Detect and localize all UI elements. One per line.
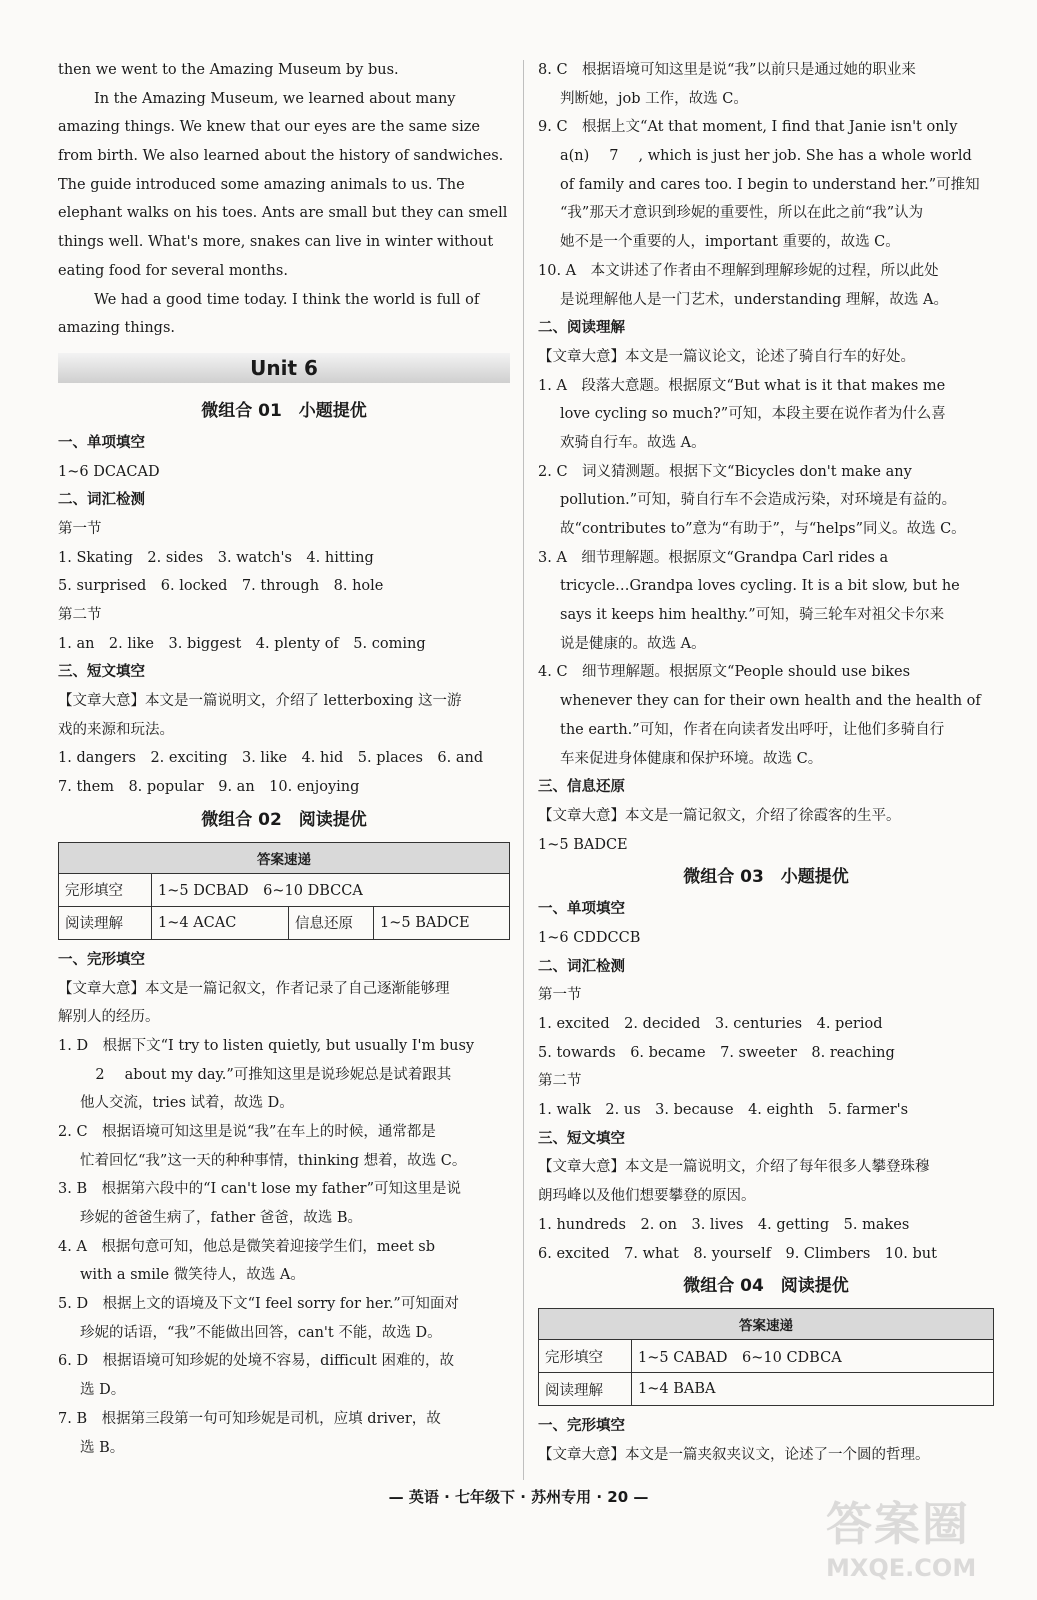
sub-section-label: 第二节 [538,1073,582,1090]
explanation-line: 欢骑自行车。故选 A。 [560,434,706,451]
explanation-line: 是说理解他人是一门艺术，understanding 理解，故选 A。 [560,291,948,308]
right-column [538,56,994,1470]
group-01-title: 微组合 01 小题提优 [201,400,367,421]
story-line: elephant walks on his toes. Ants are small but they can smell [58,205,508,222]
answer-table-header: 答案速递 [59,842,510,873]
answer-line: 5. surprised 6. locked 7. through 8. hole [58,578,384,595]
answer-line: 1. hundreds 2. on 3. lives 4. getting 5. makes [538,1216,910,1233]
explanation-line: whenever they can for their own health and the health of [560,693,981,710]
answer-line: 1. excited 2. decided 3. centuries 4. period [538,1016,883,1032]
group-03-title: 微组合 03 小题提优 [683,867,849,888]
section-heading: 二、词汇检测 [58,492,145,509]
answer-line: 6. excited 7. what 8. yourself 9. Climbers 10. but [538,1245,937,1262]
answer-line: 7. them 8. popular 9. an 10. enjoying [58,779,360,796]
summary-line: 解别人的经历。 [58,1009,160,1026]
summary-line: 朗玛峰以及他们想要攀登的原因。 [538,1188,756,1205]
story-line: amazing things. We knew that our eyes are the same size [58,119,480,136]
summary-line: 【文章大意】本文是一篇记叙文，作者记录了自己逐渐能够理 [58,980,450,997]
explanation-line: 3. A 细节理解题。根据原文“Grandpa Carl rides a [538,549,889,566]
explanation-line: 1. A 段落大意题。根据原文“But what is it that makes me [538,377,946,394]
summary-line: 戏的来源和玩法。 [58,721,174,738]
explanation-line: 10. A 本文讲述了作者由不理解到理解珍妮的过程，所以此处 [538,262,939,279]
explanation-line: 2. C 根据语境可知这里是说“我”在车上的时候，通常都是 [58,1123,436,1140]
answer-table-value: 1~4 ACAC [152,906,289,939]
blank-number: 2 [80,1061,120,1090]
answer-line: 1. dangers 2. exciting 3. like 4. hid 5. places 6. and [58,750,484,767]
explanation-line: 3. B 根据第六段中的“I can't lose my father”可知这里是说 [58,1181,462,1198]
summary-line: 【文章大意】本文是一篇议论文，论述了骑自行车的好处。 [538,348,915,365]
column-divider [523,60,524,1480]
answer-table-value: 1~5 CABAD 6~10 CDBCA [632,1340,994,1373]
answer-table [58,842,510,940]
group-02-title: 微组合 02 阅读提优 [201,809,367,830]
sub-section-label: 第一节 [58,520,102,537]
section-heading: 三、信息还原 [538,779,625,796]
explanation-line: with a smile 微笑待人，故选 A。 [80,1267,305,1284]
answer-table-label: 阅读理解 [539,1373,632,1406]
explanation-line: a(n) 7 , which is just her job. She has a whole world [538,142,994,171]
explanation-line: pollution.”可知，骑自行车不会造成污染，对环境是有益的。 [560,492,957,509]
sub-section-label: 第二节 [58,607,102,623]
summary-line: 【文章大意】本文是一篇说明文，介绍了 letterboxing 这一游 [58,693,462,710]
story-line: amazing things. [58,320,176,337]
answer-table-label: 完形填空 [539,1340,632,1373]
explanation-line: 8. C 根据语境可知这里是说“我”以前只是通过她的职业来 [538,62,916,78]
unit-title: Unit 6 [58,353,510,383]
explanation-line: the earth.”可知，作者在向读者发出呼吁，让他们多骑自行 [560,721,945,738]
story-line: We had a good time today. I think the world is full of [94,291,480,308]
explanation-line: 他人交流，tries 试着，故选 D。 [80,1095,294,1112]
explanation-line: 选 B。 [80,1439,125,1456]
summary-line: 【文章大意】本文是一篇说明文，介绍了每年很多人攀登珠穆 [538,1159,930,1176]
answer-line: 1~5 BADCE [538,836,628,853]
explanation-line: “我”那天才意识到珍妮的重要性，所以在此之前“我”认为 [560,205,924,222]
explanation-line: 她不是一个重要的人，important 重要的，故选 C。 [560,234,900,251]
story-line: things well. What's more, snakes can live in winter without [58,234,494,251]
explanation-line: 4. C 细节理解题。根据原文“People should use bikes [538,664,911,681]
page-footer: — 英语 · 七年级下 · 苏州专用 · 20 — [388,1488,649,1506]
explanation-line: says it keeps him healthy.”可知，骑三轮车对祖父卡尔来 [560,607,945,624]
left-column [58,56,510,1462]
explanation-line: 车来促进身体健康和保护环境。故选 C。 [560,750,823,767]
explanation-line: 判断她，job 工作，故选 C。 [560,90,748,107]
section-heading: 一、完形填空 [58,951,145,968]
section-heading: 二、阅读理解 [538,320,625,337]
answer-table-value: 1~5 DCBAD 6~10 DBCCA [152,873,510,906]
story-line: from birth. We also learned about the history of sandwiches. [58,148,504,165]
answer-line: 1~6 CDDCCB [538,929,641,946]
explanation-line: 6. D 根据语境可知珍妮的处境不容易，difficult 困难的，故 [58,1353,454,1370]
answer-line: 1~6 DCACAD [58,463,160,480]
explanation-line: 5. D 根据上文的语境及下文“I feel sorry for her.”可知面对 [58,1296,459,1313]
section-heading: 三、短文填空 [538,1130,625,1147]
answer-table-label: 完形填空 [59,873,152,906]
answer-table-header: 答案速递 [539,1309,994,1340]
story-line: The guide introduced some amazing animals to us. The [58,176,465,193]
answer-table-value: 1~5 BADCE [374,906,510,939]
answer-line: 1. an 2. like 3. biggest 4. plenty of 5. coming [58,635,426,652]
answer-table-label: 信息还原 [289,906,374,939]
explanation-line: love cycling so much?”可知，本段主要在说作者为什么喜 [560,406,946,423]
answer-line: 5. towards 6. became 7. sweeter 8. reaching [538,1044,895,1061]
story-line: In the Amazing Museum, we learned about many [94,90,456,107]
answer-table-value: 1~4 BABA [632,1373,994,1406]
section-heading: 三、短文填空 [58,664,145,681]
explanation-line: 2. C 词义猜测题。根据下文“Bicycles don't make any [538,463,912,480]
section-heading: 一、单项填空 [538,901,625,918]
watermark-logo [826,1488,1026,1596]
story-line: eating food for several months. [58,262,288,279]
explanation-line: tricycle…Grandpa loves cycling. It is a bit slow, but he [560,578,960,595]
explanation-line: 4. A 根据句意可知，他总是微笑着迎接学生们，meet sb [58,1238,435,1255]
explanation-line: 选 D。 [80,1382,126,1399]
section-heading: 二、词汇检测 [538,958,625,975]
answer-line: 1. Skating 2. sides 3. watch's 4. hitting [58,549,374,566]
answer-line: 1. walk 2. us 3. because 4. eighth 5. farmer's [538,1102,909,1119]
explanation-line: 忙着回忆“我”这一天的种种事情，thinking 想着，故选 C。 [80,1152,467,1169]
group-04-title: 微组合 04 阅读提优 [683,1276,849,1297]
explanation-line: 故“contributes to”意为“有助于”，与“helps”同义。故选 C。 [560,521,966,537]
answer-table [538,1308,994,1406]
answer-table-label: 阅读理解 [59,906,152,939]
explanation-line: 1. D 根据下文“I try to listen quietly, but usually I'm busy [58,1037,475,1054]
summary-line: 【文章大意】本文是一篇记叙文，介绍了徐霞客的生平。 [538,807,901,824]
sub-section-label: 第一节 [538,987,582,1004]
section-heading: 一、单项填空 [58,434,145,451]
explanation-line: 2 about my day.”可推知这里是说珍妮总是试着跟其 [58,1061,510,1090]
explanation-line: 9. C 根据上文“At that moment, I find that Janie isn't only [538,119,958,136]
explanation-line: 7. B 根据第三段第一句可知珍妮是司机，应填 driver，故 [58,1410,441,1427]
summary-line: 【文章大意】本文是一篇夹叙夹议文，论述了一个圆的哲理。 [538,1446,930,1463]
section-heading: 一、完形填空 [538,1418,625,1435]
explanation-line: 珍妮的爸爸生病了，father 爸爸，故选 B。 [80,1210,363,1226]
explanation-line: 珍妮的话语，“我”不能做出回答，can't 不能，故选 D。 [80,1324,442,1341]
explanation-line: 说是健康的。故选 A。 [560,635,706,652]
explanation-line: of family and cares too. I begin to understand her.”可推知 [560,176,980,193]
story-line: then we went to the Amazing Museum by bus. [58,62,399,78]
watermark-url: MXQE.COM [826,1554,977,1582]
blank-number: 7 [594,142,634,171]
watermark-text: 答案圈 [826,1497,970,1551]
